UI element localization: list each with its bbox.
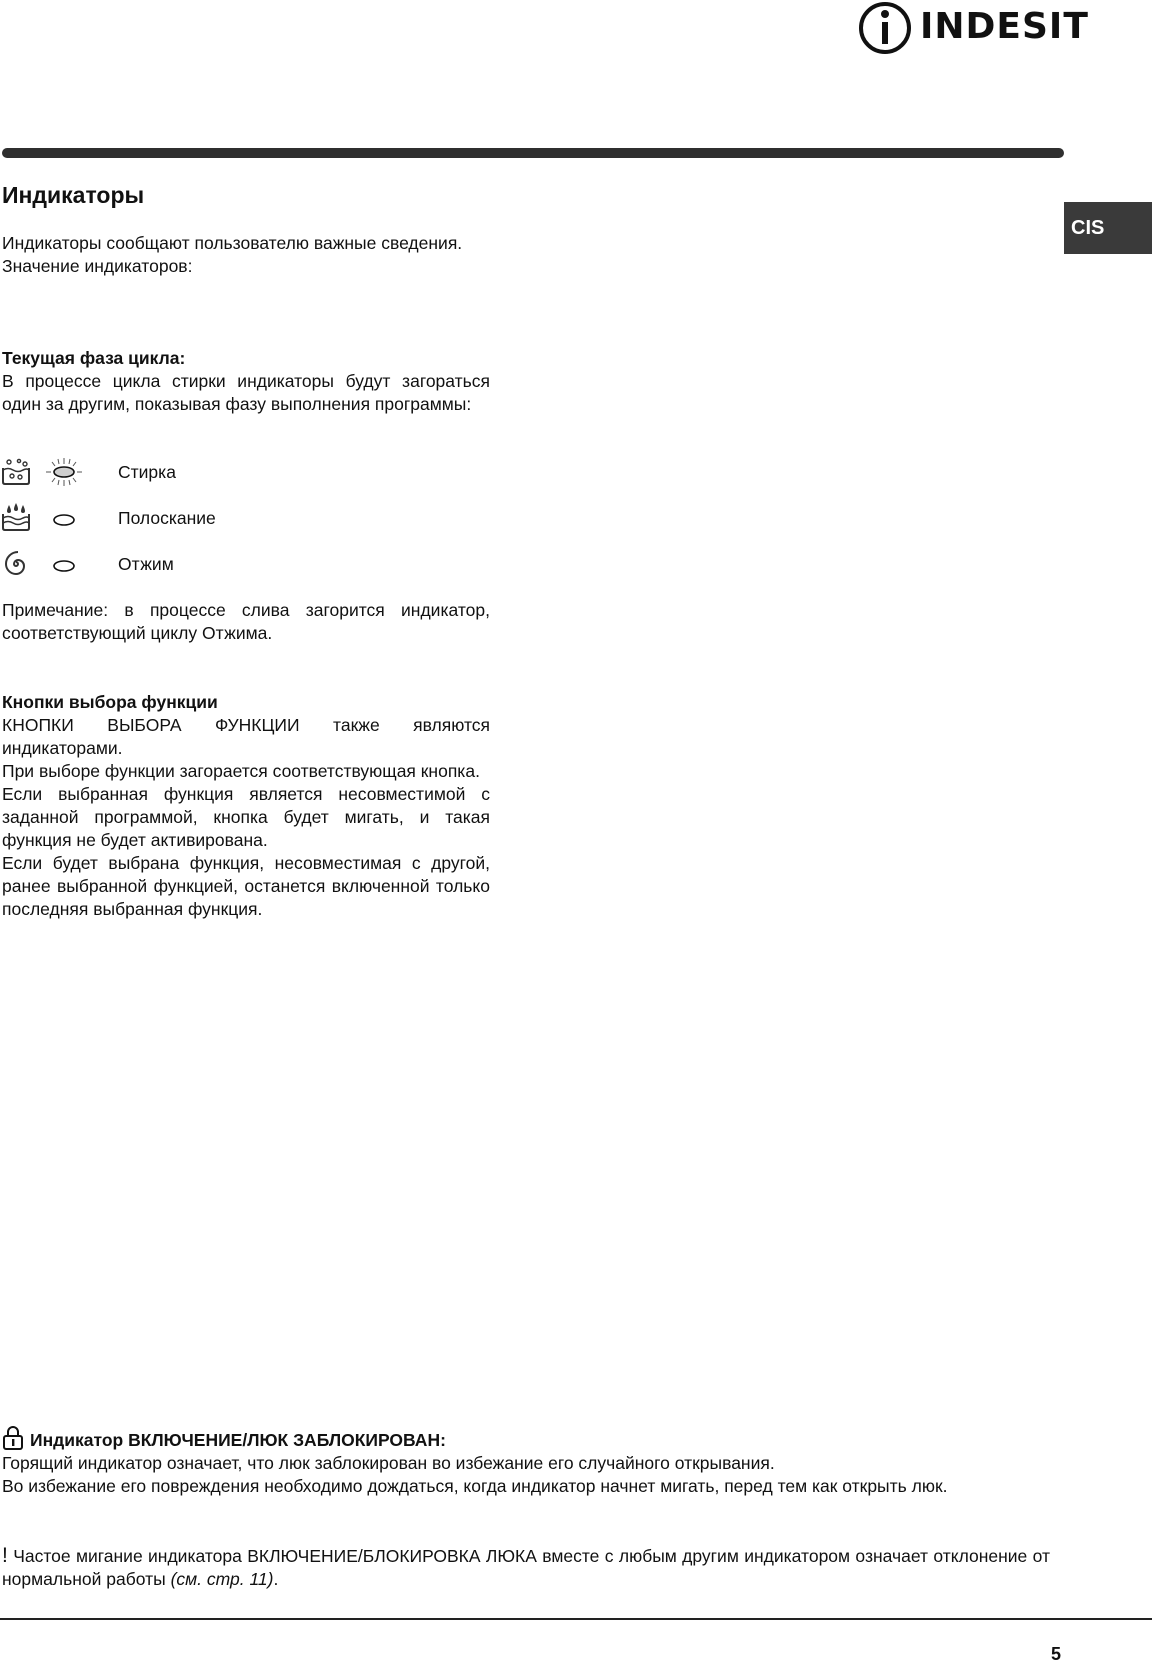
lock-indicator-text	[2, 1452, 1050, 1498]
intro-text	[2, 232, 490, 278]
led-lit-icon	[44, 456, 84, 488]
page-number: 5	[1051, 1644, 1062, 1664]
language-tab: CIS	[1064, 202, 1152, 254]
phase-note: Примечание: в процессе слива загорится индикатор, соответствующий циклу Отжима.	[2, 600, 490, 643]
function-buttons-section	[2, 691, 490, 921]
brand-name: INDESIT	[920, 6, 1089, 47]
warning-end: .	[273, 1569, 279, 1589]
lock-paragraph: Горящий индикатор означает, что люк заблокирован во избежание его случайного открывания.	[2, 1453, 775, 1473]
footer-rule	[0, 1618, 1152, 1620]
logo-i-mark	[858, 0, 918, 56]
warning-note	[2, 1544, 1050, 1591]
lock-indicator-title: Индикатор ВКЛЮЧЕНИЕ/ЛЮК ЗАБЛОКИРОВАН:	[30, 1430, 446, 1450]
function-buttons-paragraph: При выборе функции загорается соответствующая кнопка.	[2, 761, 480, 781]
warning-text: Частое мигание индикатора ВКЛЮЧЕНИЕ/БЛОКИРОВКА ЛЮКА вместе с любым другим индикатором означает отклонение от нормальной работы	[2, 1546, 1050, 1589]
phase-section	[2, 347, 490, 416]
led-off-icon	[44, 548, 84, 580]
indicator-row-spin	[0, 548, 300, 584]
intro-paragraph: Значение индикаторов:	[2, 256, 193, 276]
section-title: Индикаторы	[2, 182, 145, 208]
rinse-icon	[0, 502, 32, 534]
lock-paragraph: Во избежание его повреждения необходимо дождаться, когда индикатор начнет мигать, перед тем как открыть люк.	[2, 1476, 948, 1496]
intro-paragraph: Индикаторы сообщают пользователю важные сведения.	[2, 233, 463, 253]
function-buttons-paragraph: Если будет выбрана функция, несовместимая с другой, ранее выбранной функцией, останется включенной только последняя выбранная функция.	[2, 853, 490, 919]
header-rule	[2, 148, 1064, 158]
padlock-icon	[2, 1426, 24, 1450]
spin-spiral-icon	[0, 548, 32, 580]
function-buttons-heading: Кнопки выбора функции	[2, 692, 218, 712]
warning-mark: !	[2, 1544, 8, 1567]
lock-indicator-heading	[2, 1426, 446, 1451]
indicator-row-wash	[0, 456, 300, 492]
function-buttons-paragraph: КНОПКИ ВЫБОРА ФУНКЦИИ также являются индикаторами.	[2, 715, 490, 758]
indicator-label: Стирка	[118, 462, 176, 482]
function-buttons-paragraph: Если выбранная функция является несовместимой с заданной программой, кнопка будет мигать, и такая функция не будет активирована.	[2, 784, 490, 850]
wash-tub-icon	[0, 456, 32, 488]
indicator-label: Полоскание	[118, 508, 216, 528]
indicator-label: Отжим	[118, 554, 174, 574]
indicator-row-rinse	[0, 502, 300, 538]
page-reference: (см. стр. 11)	[170, 1569, 274, 1589]
phase-paragraph: В процессе цикла стирки индикаторы будут загораться один за другим, показывая фазу выполнения программы:	[2, 371, 490, 414]
phase-heading: Текущая фаза цикла:	[2, 348, 186, 368]
led-off-icon	[44, 502, 84, 534]
